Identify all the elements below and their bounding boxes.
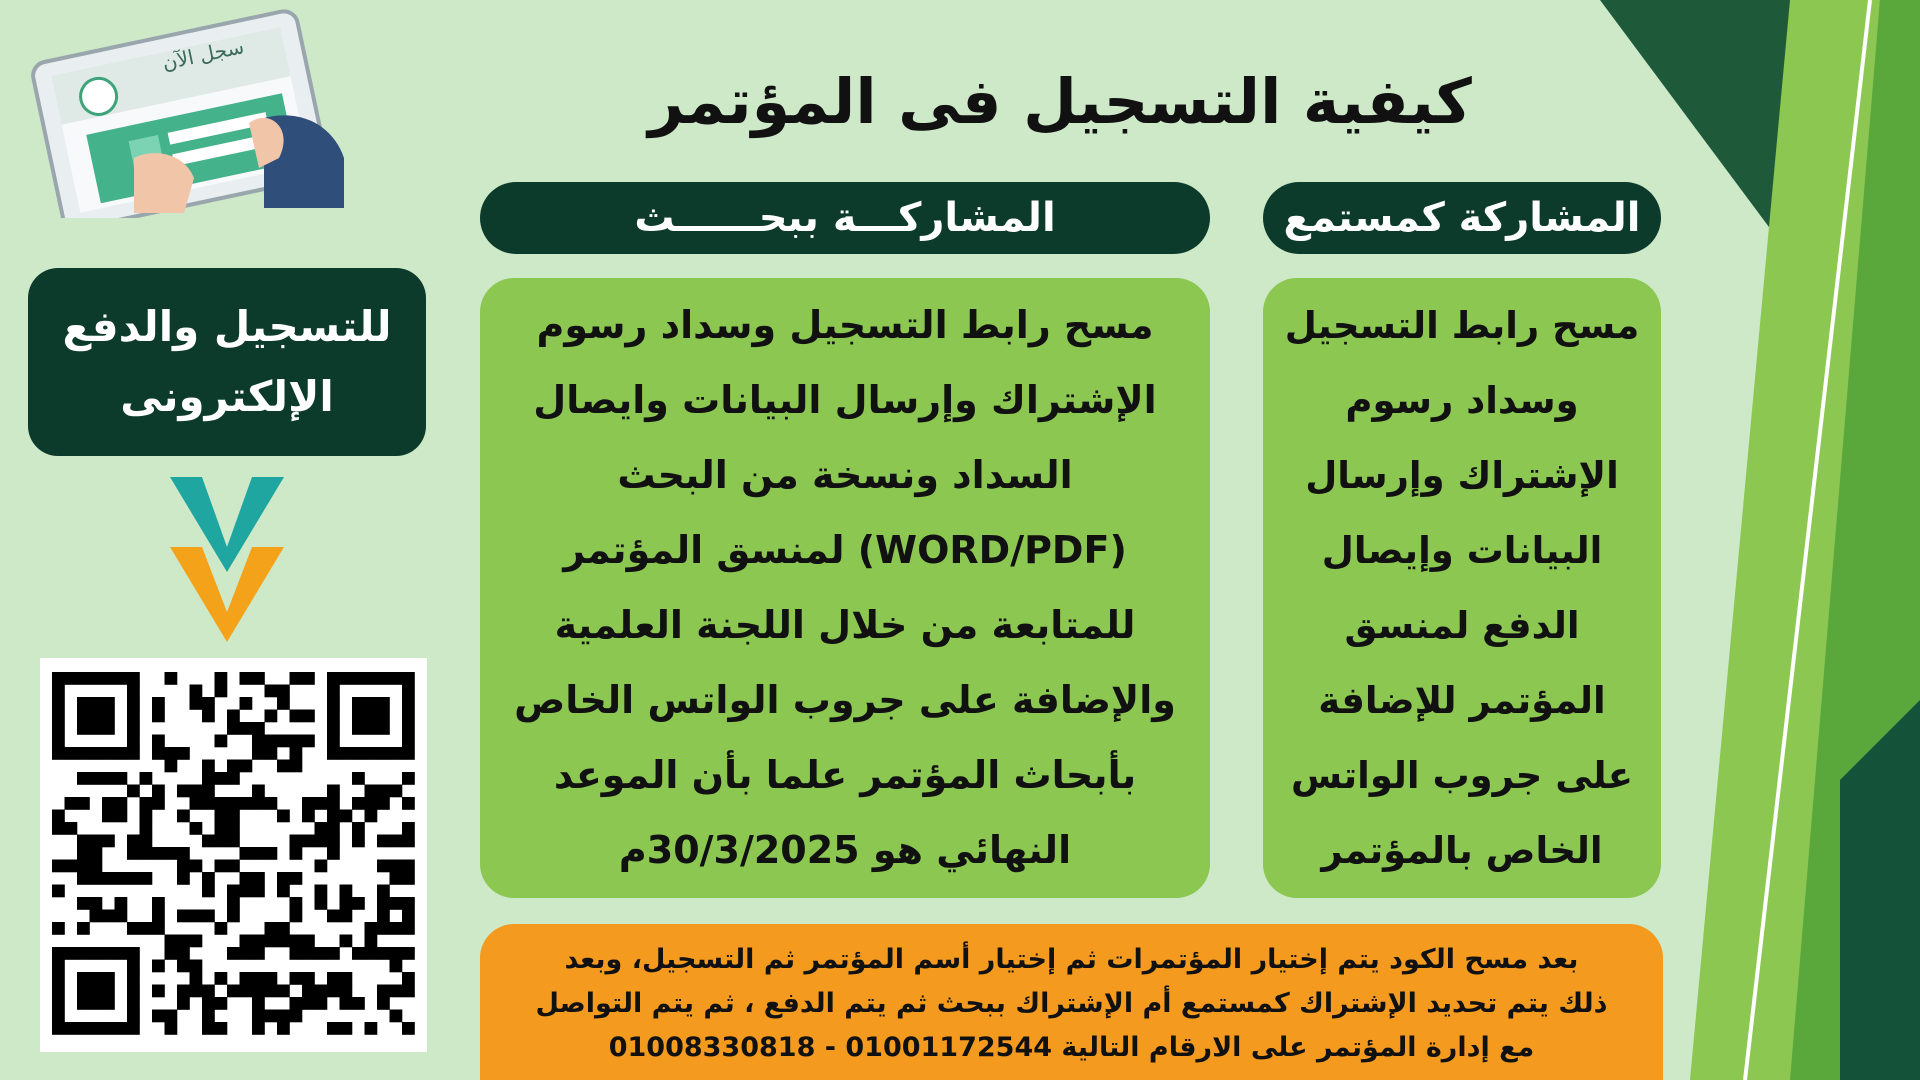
research-instructions-box (480, 278, 1210, 898)
page-title: كيفية التسجيل فى المؤتمر (648, 65, 1472, 138)
footer-line: بعد مسح الكود يتم إختيار المؤتمرات ثم إختيار أسم المؤتمر ثم التسجيل، وبعد (564, 944, 1579, 975)
registration-qr-code[interactable] (40, 658, 427, 1052)
research-line: (WORD/PDF) لمنسق المؤتمر (563, 528, 1127, 572)
listener-line: الدفع لمنسق (1344, 604, 1580, 647)
listener-line: وسداد رسوم (1345, 379, 1579, 422)
listener-line: المؤتمر للإضافة (1318, 679, 1606, 722)
research-line: مسح رابط التسجيل وسداد رسوم (536, 303, 1154, 347)
footer-line: مع إدارة المؤتمر على الارقام التالية 01001172544 - 01008330818 (608, 1032, 1535, 1063)
registration-line-2: الإلكترونى (120, 372, 334, 421)
footer-instructions (480, 924, 1663, 1080)
qr-code-icon[interactable] (52, 672, 415, 1038)
footer-line: ذلك يتم تحديد الإشتراك كمستمع أم الإشتراك ببحث ثم يتم الدفع ، ثم يتم التواصل (535, 988, 1608, 1019)
research-line: بأبحاث المؤتمر علما بأن الموعد (553, 753, 1137, 797)
down-chevrons-icon (162, 472, 292, 652)
research-line: الإشتراك وإرسال البيانات وايصال (533, 378, 1157, 422)
research-line: النهائي هو 30/3/2025م (618, 828, 1072, 872)
research-participation-header: المشاركـــة ببحــــــث (480, 182, 1210, 254)
tablet-label: سجل الآن (160, 34, 247, 75)
research-line: للمتابعة من خلال اللجنة العلمية (554, 603, 1136, 647)
listener-line: مسح رابط التسجيل (1284, 304, 1640, 347)
tablet-icon (14, 8, 364, 218)
registration-line-1: للتسجيل والدفع (62, 302, 392, 351)
listener-line: الخاص بالمؤتمر (1321, 829, 1603, 872)
listener-line: على جروب الواتس (1290, 754, 1634, 797)
research-line: السداد ونسخة من البحث (617, 453, 1073, 497)
research-line: والإضافة على جروب الواتس الخاص (514, 678, 1176, 722)
tablet-illustration (14, 8, 364, 218)
listener-line: الإشتراك وإرسال (1305, 454, 1619, 497)
registration-payment-label (28, 268, 426, 456)
listener-instructions-box (1263, 278, 1661, 898)
listener-participation-header: المشاركة كمستمع (1263, 182, 1661, 254)
listener-line: البيانات وإيصال (1321, 529, 1603, 572)
